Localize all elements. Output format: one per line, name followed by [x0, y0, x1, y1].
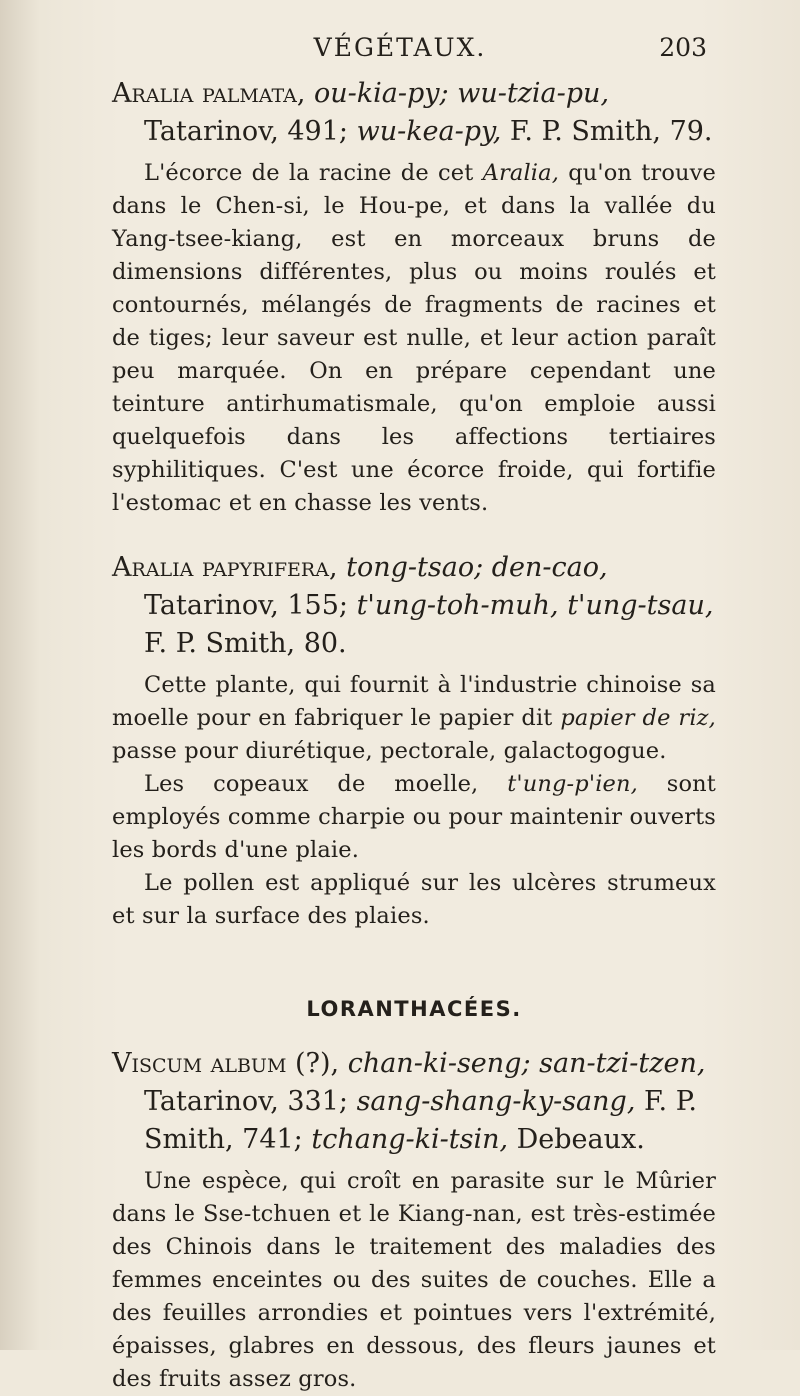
entry-heading-text: Tatarinov, 331;	[144, 1086, 357, 1117]
entry-heading-italic: t'ung-toh-muh, t'ung-tsau,	[356, 590, 714, 621]
entry-heading-italic: tchang-ki-tsin,	[311, 1124, 509, 1155]
species-name: papyrifera	[201, 552, 329, 583]
entries-group-loranthacees	[112, 1045, 716, 1396]
body-paragraph	[112, 867, 716, 933]
entry-heading-italic: sang-shang-ky-sang,	[356, 1086, 636, 1117]
entry-heading-text: F. P. Smith, 80.	[144, 628, 347, 659]
body-paragraph	[112, 669, 716, 768]
genus-name: Viscum	[112, 1048, 203, 1079]
paragraph-text: sont employés comme charpie ou pour maintenir ouverts les bords d'une plaie.	[112, 771, 716, 863]
entry-heading-italic: tong-tsao; den-cao,	[346, 552, 608, 583]
page-content	[112, 72, 716, 1396]
entry-heading	[112, 1045, 716, 1159]
entry-heading-text: Tatarinov, 155;	[144, 590, 357, 621]
paragraph-italic: papier de riz,	[560, 705, 716, 731]
entry-heading: Aralia papyrifera, tong-tsao; den-cao, Tatarinov, 155; t'ung-toh-muh, t'ung-tsau, F. P. Smith, 80.	[112, 552, 714, 659]
paragraph-italic: Aralia,	[482, 160, 560, 186]
section-title: LORANTHACÉES.	[306, 997, 522, 1021]
entry-gap	[112, 520, 716, 546]
paragraph-text: Le pollen est appliqué sur les ulcères strumeux et sur la surface des plaies.	[112, 870, 716, 929]
entry-heading-text: F. P. Smith, 79.	[501, 116, 713, 147]
paragraph-text: qu'on trouve dans le Chen-si, le Hou-pe, et dans la vallée du Yang-tsee-kiang, est en morceaux bruns de dimensions différentes, plus ou moins roulés et contournés, mélangés de fragments de racines et de tiges; leur saveur est nulle, et leur action paraît peu marquée. On en prépare cependant une teinture antirhumatismale, qu'on emploie aussi quelquefois dans les affections tertiaires syphilitiques. C'est une écorce froide, qui fortifie l'estomac et en chasse les vents.	[112, 160, 717, 516]
species-name: palmata	[201, 78, 297, 109]
genus-name: Aralia	[112, 78, 194, 109]
entry-heading-italic: chan-ki-seng; san-tzi-tzen,	[347, 1048, 706, 1079]
entry-heading: Aralia palmata, ou-kia-py; wu-tzia-pu, Tatarinov, 491; wu-kea-py, F. P. Smith, 79.	[112, 78, 713, 147]
body-paragraph	[112, 157, 716, 520]
entry-heading-text: Debeaux.	[508, 1124, 645, 1155]
paragraph-text: Une espèce, qui croît en parasite sur le Mûrier dans le Sse-tchuen et le Kiang-nan, est très-estimée des Chinois dans le traitement des maladies des femmes enceintes ou des suites de couches. Elle a des feuilles arrondies et pointues vers l'extrémité, épaisses, glabres en dessous, des fleurs jaunes et des fruits assez gros.	[112, 1168, 716, 1392]
body-paragraph	[112, 768, 716, 867]
genus-name: Aralia	[112, 552, 194, 583]
paragraph-text: Cette plante, qui fournit à l'industrie chinoise sa moelle pour en fabriquer le papier dit	[112, 672, 716, 731]
entry-heading-italic: wu-kea-py,	[356, 116, 502, 147]
page-number: 203	[659, 33, 707, 62]
entry-heading-text: F. P. Smith, 741;	[144, 1086, 697, 1155]
entries-group-aralia	[112, 75, 716, 933]
entry-heading-text: Tatarinov, 491;	[144, 116, 357, 147]
entry-heading-italic: ou-kia-py; wu-tzia-pu,	[314, 78, 610, 109]
paragraph-text: L'écorce de la racine de cet	[144, 160, 483, 186]
species-name: album (?),	[210, 1048, 340, 1079]
body-paragraph	[112, 1165, 716, 1396]
page-header	[0, 33, 800, 73]
paragraph-text: passe pour diurétique, pectorale, galactogogue.	[112, 738, 667, 764]
paragraph-text: Les copeaux de moelle,	[144, 771, 508, 797]
paragraph-italic: t'ung-p'ien,	[507, 771, 638, 797]
running-head: VÉGÉTAUX.	[313, 33, 487, 62]
